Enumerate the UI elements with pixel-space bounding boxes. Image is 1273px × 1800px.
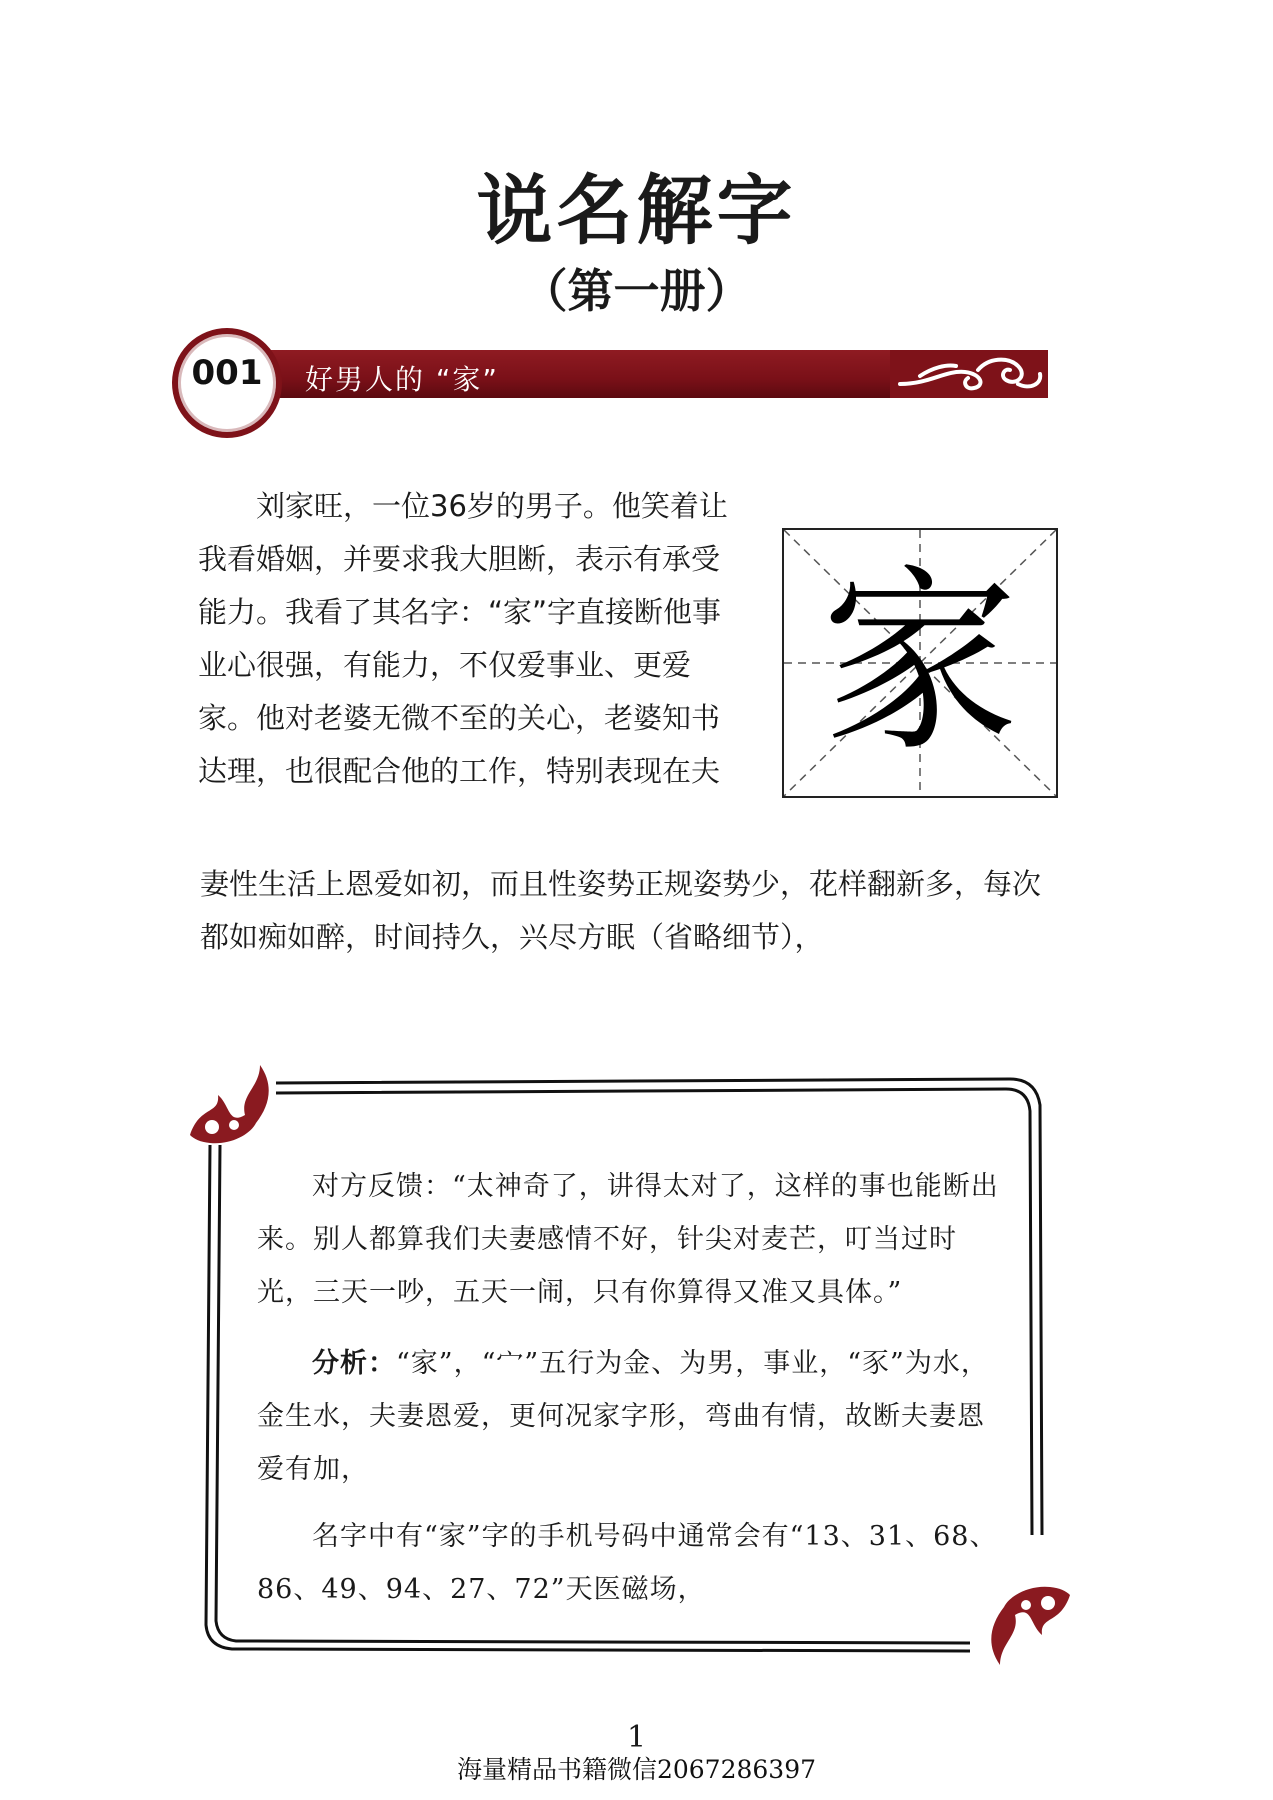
cloud-ornament-icon xyxy=(890,350,1048,398)
intro-paragraph: 刘家旺，一位36岁的男子。他笑着让我看婚姻，并要求我大胆断，表示有承受能力。我看了其名字：“家”字直接断他事业心很强，有能力，不仅爱事业、更爱家。他对老婆无微不至的关心，老婆知书达理，也很配合他的工作，特别表现在夫 xyxy=(198,489,728,788)
page-number: 1 xyxy=(626,1720,647,1755)
analysis-label: 分析： xyxy=(312,1348,396,1379)
analysis-paragraph xyxy=(257,1337,1007,1496)
section-number: 001 xyxy=(191,353,263,393)
phone-paragraph: 名字中有“家”字的手机号码中通常会有“13、31、68、86、49、94、27、72”天医磁场， xyxy=(257,1521,998,1605)
featured-character: 家 xyxy=(821,547,1019,778)
page-subtitle: （第一册） xyxy=(521,264,752,318)
footer-watermark: 海量精品书籍微信2067286397 xyxy=(456,1755,817,1784)
character-grid-box xyxy=(782,528,1058,798)
feedback-paragraph: 对方反馈：“太神奇了，讲得太对了，这样的事也能断出来。别人都算我们夫妻感情不好，针尖对麦芒，叮当过时光，三天一吵，五天一闹，只有你算得又准又具体。” xyxy=(257,1171,999,1308)
corner-flame-ornament-top-left xyxy=(190,1065,269,1143)
page-title: 说名解字 xyxy=(476,166,797,255)
section-heading: 好男人的 “家” xyxy=(305,363,499,396)
analysis-text: “家”，“宀”五行为金、为男，事业，“豕”为水，金生水，夫妻恩爱，更何况家字形，弯曲有情，故断夫妻恩爱有加， xyxy=(257,1348,989,1485)
continued-paragraph: 妻性生活上恩爱如初，而且性姿势正规姿势少，花样翻新多，每次都如痴如醉，时间持久，兴尽方眠（省略细节）， xyxy=(200,867,1042,954)
